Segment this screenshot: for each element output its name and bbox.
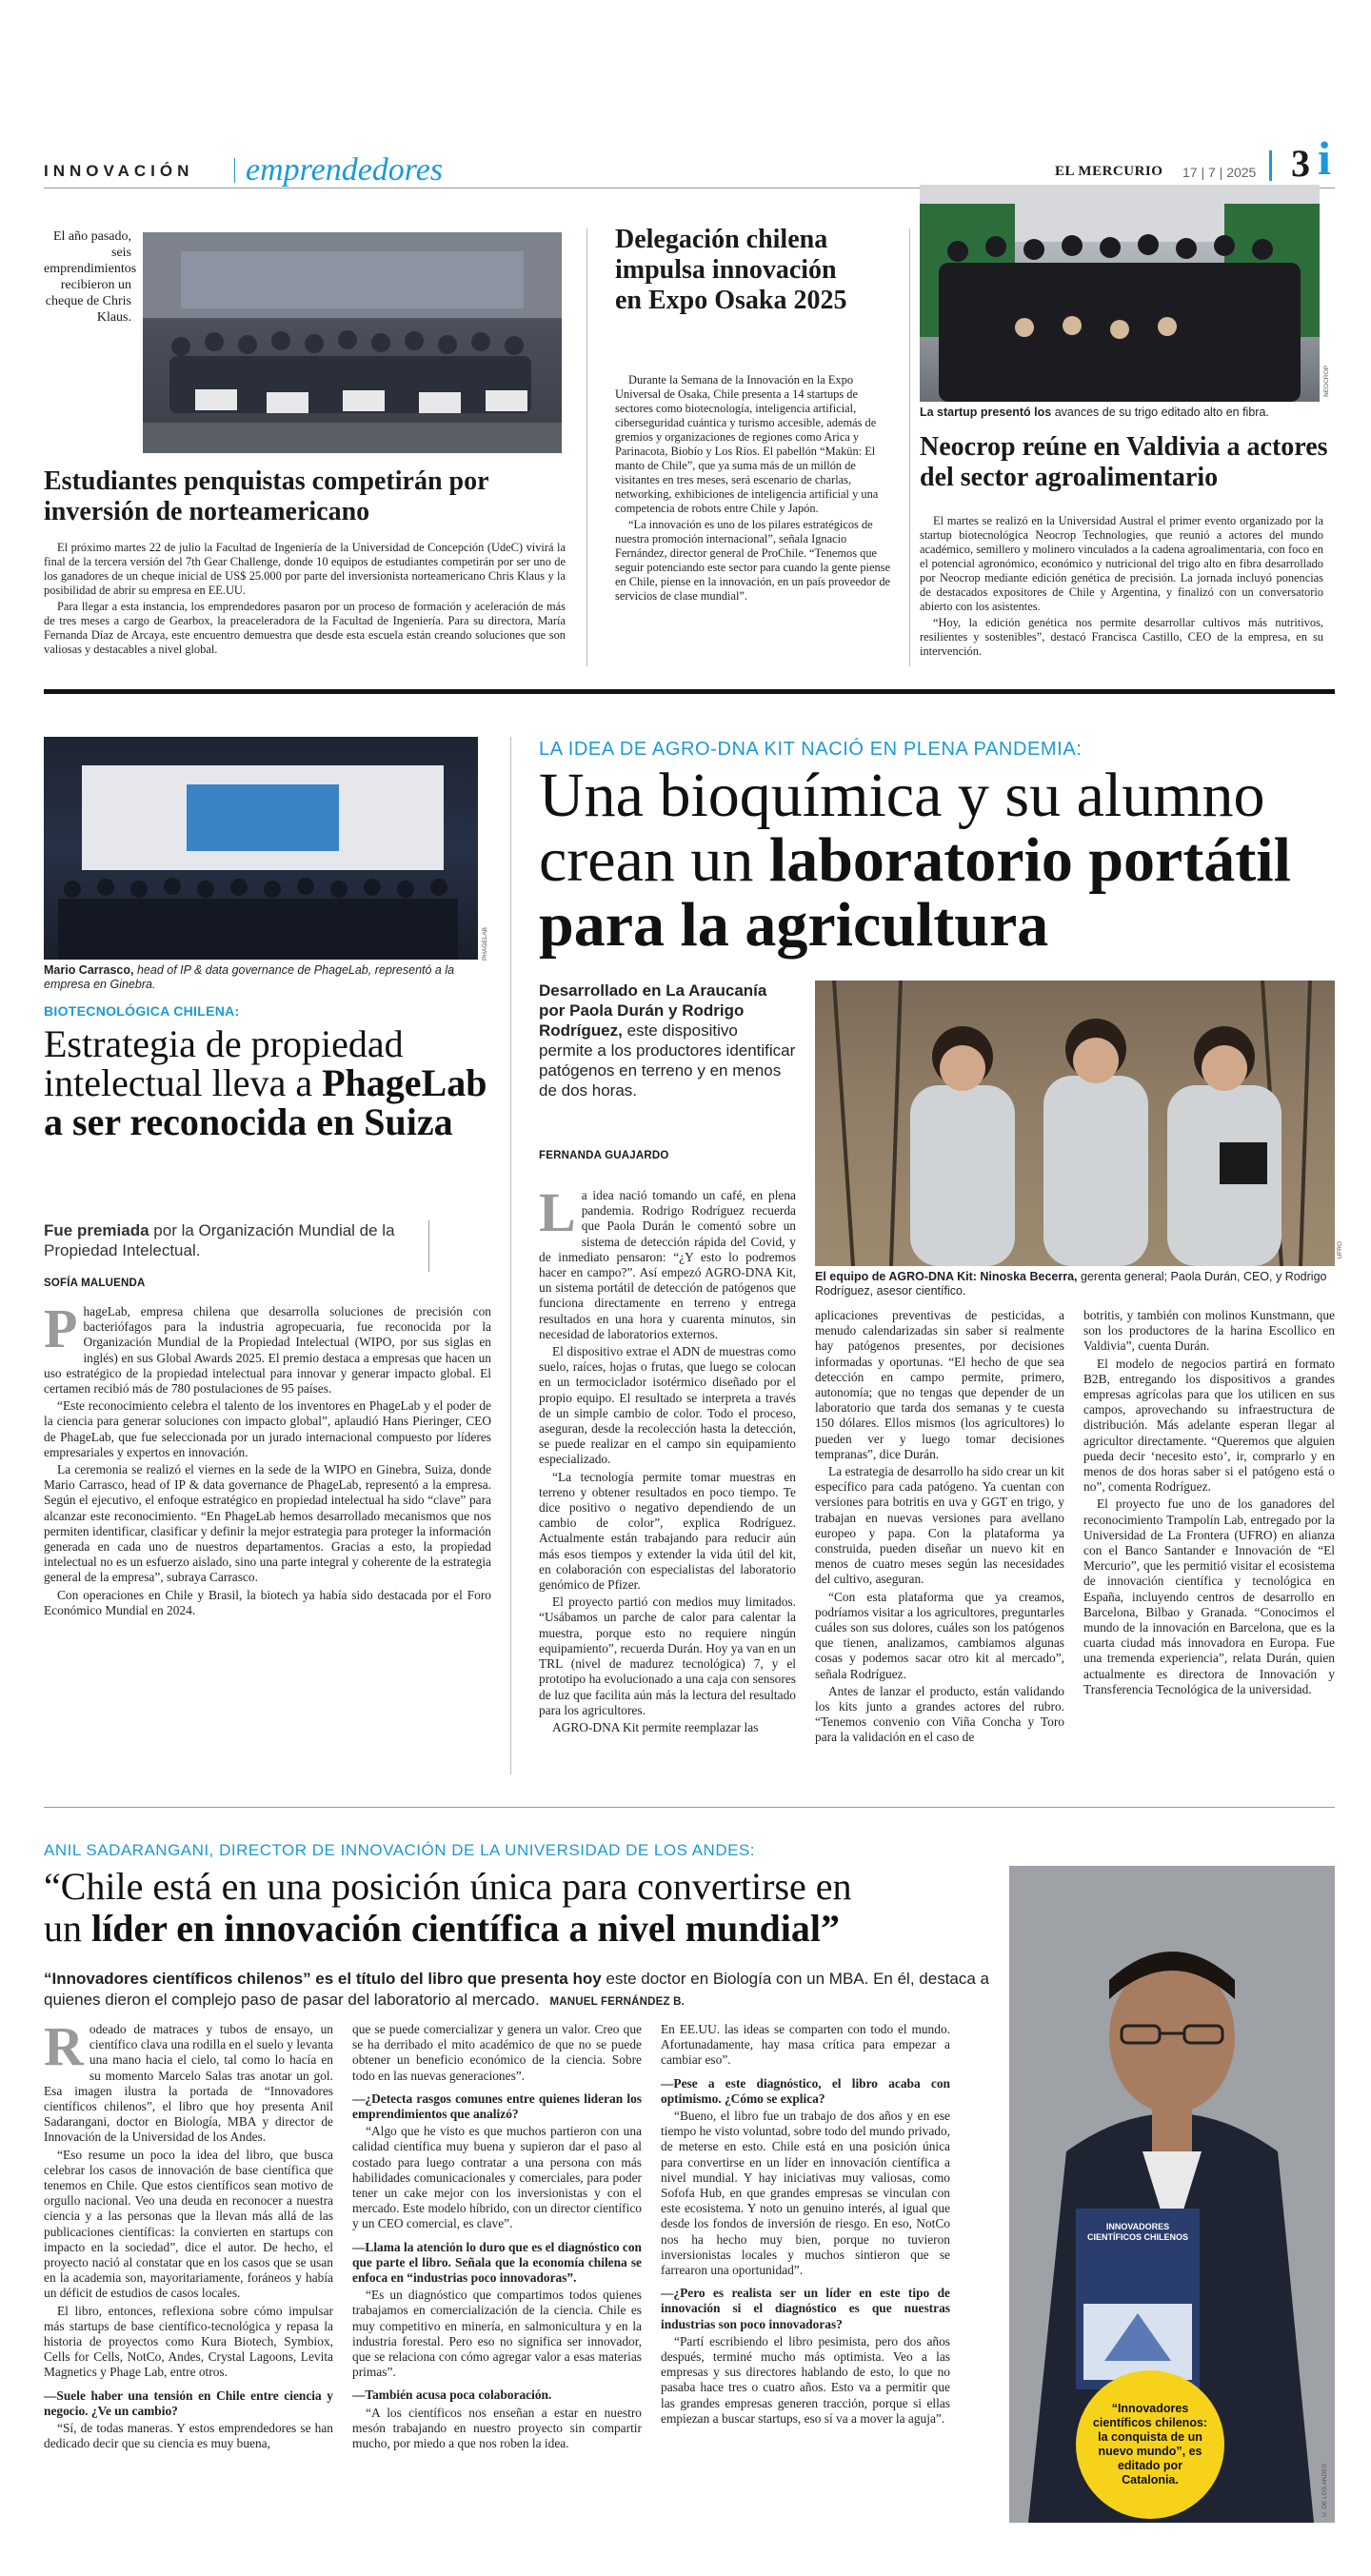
story3-paragraph-2: “Hoy, la edición genética nos permite desarrollar cultivos más nutritivos, resilientes y sostenibles”, destacó Francisca Castillo, CEO de la empresa, en su intervención. <box>920 616 1323 658</box>
story3-headline: Neocrop reúne en Valdivia a actores del sector agroalimentario <box>920 432 1328 492</box>
phagelab-headline-light: Estrategia de propiedad intelectual lleva a <box>44 1022 404 1104</box>
phagelab-photo-credit: PHAGELAB <box>482 927 488 961</box>
interview-col1-paragraph-1: odeado de matraces y tubos de ensayo, un científico clava una rodilla en el suelo y levanta una mano hacia el cielo, tal como lo hacía en su momento Marcelo Salas tras anotar un gol. Esa imagen ilustra la portada de “Innovadores científicos chilenos”, el libro que hoy presenta Anil Sadarangani, doctor en Biología, MBA y director de Innovación de la Universidad de los Andes. <box>44 2022 333 2145</box>
interview-headline-bold: líder en innovación científica a nivel mundial” <box>91 1907 840 1950</box>
story3-photo <box>920 185 1320 402</box>
story1-headline: Estudiantes penquistas competirán por inversión de norteamericano <box>44 466 489 526</box>
phagelab-caption <box>44 963 478 992</box>
agrodna-col3-paragraph-2: El modelo de negocios partirá en formato B2B, entregando los dispositivos a grandes empresas agrícolas para que los utilicen en sus campos, aprovechando su infraestructura de distribución. Más adelante esperan llegar al agricultor directamente. “Queremos que alguien pueda decir ‘necesito esto’, ir, comprarlo y en menos de dos horas saber si el patógeno está o no”, comenta Rodríguez. <box>1083 1356 1335 1495</box>
interview-headline <box>44 1866 1015 1950</box>
phagelab-caption-lead: Mario Carrasco, <box>44 963 134 977</box>
page-divider <box>1269 150 1272 181</box>
section-rule <box>44 1807 1335 1808</box>
story1-aside <box>44 228 137 326</box>
agrodna-photo <box>815 981 1335 1266</box>
story1-aside-text: El año pasado, seis emprendimientos recibieron un cheque de Chris Klaus. <box>44 229 137 325</box>
agrodna-byline: FERNANDA GUAJARDO <box>539 1150 669 1161</box>
phagelab-headline <box>44 1024 491 1141</box>
story3-paragraph-1: El martes se realizó en la Universidad Austral el primer evento organizado por la startup biotecnológica Neocrop Technologies, que reunió a actores del mundo académico, semillero y molinero vinculados a la cadena agroalimentaria, con foco en el potencial agronómico, económico y nutricional del trigo alto en fibra desarrollado por Neocrop mediante edición genética de precisión. La jornada incluyó ponencias de destacados expositores de Chile y Argentina, y finalizó con un conversatorio abierto con los asistentes. <box>920 514 1323 613</box>
interview-dropcap: R <box>44 2015 84 2077</box>
story3-caption-text: avances de su trigo editado alto en fibra. <box>1054 406 1269 419</box>
story2-headline: Delegación chilena impulsa innovación en Expo Osaka 2025 <box>615 225 847 315</box>
story3-caption-lead: La startup presentó los <box>920 406 1052 419</box>
agrodna-col2-paragraph-3: “Con esta plataforma que ya creamos, podríamos visitar a los agricultores, preguntarles cuáles son sus dolores, cuáles son los patógenos que tienen, analizamos, cambiamos algunas cosas y podemos sacar otro kit al mercado”, señala Rodríguez. <box>815 1589 1064 1681</box>
agrodna-caption <box>815 1270 1335 1298</box>
researchers-photo-illustration <box>815 981 1335 1266</box>
subsection-label: emprendedores <box>246 152 444 188</box>
interview-column-3 <box>661 2022 950 2428</box>
column-rule <box>909 228 910 666</box>
page-section-mark: i <box>1318 131 1331 185</box>
interview-kicker: ANIL SADARANGANI, DIRECTOR DE INNOVACIÓN DE LA UNIVERSIDAD DE LOS ANDES: <box>44 1841 756 1859</box>
issue-date: 17 | 7 | 2025 <box>1182 165 1257 180</box>
phagelab-caption-text: head of IP & data governance de PhageLab, representó a la empresa en Ginebra. <box>44 963 455 991</box>
agrodna-column-2 <box>815 1308 1064 1748</box>
agrodna-deck-text: este dispositivo permite a los productores identificar patógenos en terreno y en menos de dos horas. <box>539 1021 796 1100</box>
ceremony-photo-illustration <box>44 737 478 960</box>
interview-headline-light: un <box>44 1907 82 1950</box>
book-callout-bubble <box>1076 2370 1224 2519</box>
interview-headline-line1: “Chile está en una posición única para convertirse en <box>44 1865 852 1908</box>
phagelab-byline: SOFÍA MALUENDA <box>44 1278 146 1289</box>
interview-col1-paragraph-3: El libro, entonces, reflexiona sobre cómo impulsar más startups de base científico-tecnológica y repasa la historia de proyectos como Kura Biotech, Symbiox, Cells for Cells, NotCo, Andes, Crystal Lagoons, Levita Magnetics y Phage Lab, entre otros. <box>44 2303 333 2380</box>
agrodna-col2-paragraph-4: Antes de lanzar el producto, están validando los kits junto a grandes actores del rubro. “Tenemos convenio con Viña Concha y Toro para la validación en el caso de <box>815 1683 1064 1745</box>
interview-col3-question-1: —Pese a este diagnóstico, el libro acaba con optimismo. ¿Cómo se explica? <box>661 2075 950 2106</box>
agrodna-caption-text: gerenta general; Paola Durán, CEO, y Rodrigo Rodríguez, asesor científico. <box>815 1270 1327 1298</box>
paper-name: EL MERCURIO <box>1055 164 1163 179</box>
column-rule <box>586 228 587 666</box>
agrodna-headline-bold-2: para la agricultura <box>539 890 1049 960</box>
phagelab-dropcap: P <box>44 1298 78 1359</box>
phagelab-photo <box>44 737 478 960</box>
agrodna-column-3 <box>1083 1308 1335 1699</box>
interview-col2-paragraph-2: “Algo que he visto es que muchos partieron con una calidad científica muy buena y supieron dar el paso al costado para luego contratar a una persona con más habilidades comunicacionales y comerciales, para poder tener un cake mejor con los inversionistas y con el mercado. Este modelo híbrido, con un director científico y un CEO comercial, es clave”. <box>352 2124 642 2231</box>
story1-paragraph-1: El próximo martes 22 de julio la Facultad de Ingeniería de la Universidad de Concepción (UdeC) vivirá la final de la tercera versión del 7th Gear Challenge, donde 10 equipos de estudiantes competirán por ser uno de los ganadores de un cheque inicial de US$ 25.000 por parte del inversionista norteamericano Chris Klaus y la posibilidad de abrir su empresa en EE.UU. <box>44 541 566 597</box>
interview-col2-paragraph-4: “A los científicos nos enseñan a estar en nuestro mesón trabajando en nuestro proyecto sin compartir mucho, por miedo a que nos roben la idea. <box>352 2405 642 2451</box>
agrodna-col2-paragraph-2: La estrategia de desarrollo ha sido crear un kit específico para cada patógeno. Ya cuentan con versiones para botritis en uva y GGT en trigo, y trabajan en nuevas versiones para avellano europeo y papa. Con la plataforma ya construida, pueden diseñar un nuevo kit en menos de cuatro meses según las necesidades del cultivo, aseguran. <box>815 1464 1064 1587</box>
interview-headline-line2 <box>44 1908 1015 1950</box>
page-number: 3 <box>1291 142 1310 185</box>
section-divider <box>234 158 235 183</box>
students-photo-illustration <box>143 232 562 453</box>
interview-photo-credit: U. DE LOS ANDES <box>1321 2464 1328 2517</box>
interview-col3-question-2: —¿Pero es realista ser un líder en este tipo de innovación si el diagnóstico es que nuestras industrias son poco innovadoras? <box>661 2286 950 2331</box>
column-rule <box>510 737 511 1774</box>
interview-column-2 <box>352 2022 642 2453</box>
story1-photo <box>143 232 562 453</box>
interview-column-1 <box>44 2015 333 2453</box>
section-label: INNOVACIÓN <box>44 162 194 180</box>
interview-col2-paragraph-3: “Es un diagnóstico que compartimos todos quienes trabajamos en comercialización de la ciencia. Chile es muy competitivo en minería, en salmonicultura y en la industria forestal. Pero eso no significa ser innovador, que se relaciona con cómo agregar valor a esas materias primas”. <box>352 2288 642 2380</box>
agrodna-col1-paragraph-3: “La tecnología permite tomar muestras en terreno y obtener resultados en poco tiempo. Te dice positivo o negativo dependiendo de un cambio de color”, explica Rodríguez. Actualmente están trabajando para reducir aún más esos tiempos y extender la vida útil del kit, en colaboración con especialistas del laboratorio genómico de Pfizer. <box>539 1469 796 1593</box>
story2-body <box>615 373 891 605</box>
book-callout-text: “Innovadores científicos chilenos: la conquista de un nuevo mundo”, es editado por Catalonia. <box>1092 2402 1208 2487</box>
phagelab-paragraph-3: La ceremonia se realizó el viernes en la sede de la WIPO en Ginebra, Suiza, donde Mario Carrasco, head of IP & data governance de PhageLab, representó a la empresa. Según el ejecutivo, el enfoque estratégico en propiedad intelectual ha sido “clave” para alcanzar este reconocimiento. “En PhageLab hemos desarrollado mecanismos que nos permiten identificar, clasificar y definir la mejor estrategia para proteger la información generada en cada uno de nuestros departamentos. Gracias a esto, la propiedad intelectual no es un esfuerzo aislado, sino una parte integral y coherente de la estrategia general de la empresa”, subraya Carrasco. <box>44 1462 491 1585</box>
interview-col2-question-3: —También acusa poca colaboración. <box>352 2388 552 2403</box>
agrodna-caption-lead: El equipo de AGRO-DNA Kit: Ninoska Becerra, <box>815 1270 1078 1283</box>
interview-col1-question-1: —Suele haber una tensión en Chile entre ciencia y negocio. ¿Ve un cambio? <box>44 2388 333 2418</box>
interview-deck-text: este doctor en Biología con un MBA. En él, destaca a quienes dieron el complejo paso de pasar del laboratorio al mercado. <box>44 1970 990 2009</box>
book-cover-title: INNOVADORES CIENTÍFICOS CHILENOS <box>1086 2222 1188 2242</box>
agrodna-col1-paragraph-5: AGRO-DNA Kit permite reemplazar las <box>552 1719 759 1734</box>
story3-photo-credit: NEOCROP <box>1323 366 1330 397</box>
agrodna-col1-paragraph-2: El dispositivo extrae el ADN de muestras como suelo, raíces, hojas o frutas, que luego se colocan en un termociclador isotérmico diseñado por el propio equipo. El resultado se interpreta a través de un simple cambio de color. Todo el proceso, aseguran, desde la recolección hasta la detección, se puede realizar en el campo sin equipamiento especializado. <box>539 1344 796 1467</box>
interview-col2-question-2: —Llama la atención lo duro que es el diagnóstico con que parte el libro. Señala que la economía chilena se enfoca en “industrias poco innovadoras”. <box>352 2239 642 2286</box>
story2-paragraph-2: “La innovación es uno de los pilares estratégicos de nuestra promoción internacional”, señala Ignacio Fernández, director general de ProChile. “Tenemos que seguir potenciando este sector para cuando la gente piense en Chile, piense en la innovación, en un país proveedor de servicios de clase mundial”. <box>615 518 891 603</box>
agrodna-kicker: LA IDEA DE AGRO-DNA KIT NACIÓ EN PLENA PANDEMIA: <box>539 739 1083 760</box>
agrodna-photo-credit: UFRO <box>1337 1241 1343 1259</box>
phagelab-paragraph-4: Con operaciones en Chile y Brasil, la biotech ya había sido destacada por el Foro Económico Mundial en 2024. <box>44 1587 491 1617</box>
interview-col2-question-1: —¿Detecta rasgos comunes entre quienes lideran los emprendimientos que analizó? <box>352 2091 642 2122</box>
agrodna-column-1 <box>539 1181 796 1737</box>
story2-paragraph-1: Durante la Semana de la Innovación en la Expo Universal de Osaka, Chile presenta a 14 startups de sectores como biotecnología, inteligencia artificial, ciberseguridad cuántica y turismo accesible, además de gremios y organizaciones de regiones como Arica y Parinacota, Biobío y Los Ríos. El pabellón “Makün: El manto de Chile”, que ya suma más de un millón de visitantes en tres meses, será escenario de charlas, networking, exhibiciones de inteligencia artificial y una competencia de robots entre Chile y Japón. <box>615 373 879 515</box>
interview-byline: MANUEL FERNÁNDEZ B. <box>549 1996 686 2008</box>
phagelab-deck-lead: Fue premiada <box>44 1221 149 1239</box>
interview-col3-paragraph-3: “Partí escribiendo el libro pesimista, pero dos años después, terminé mucho más optimista. Veo a las empresas y sus directores hablando de esto, lo que no pasaba hace tres o cuatro años. Esto va a permitir que las grandes empresas generen tracción, porque si ellas empiezan a buscar startups, eso sí va a mover la aguja”. <box>661 2333 950 2426</box>
agrodna-col2-paragraph-1: aplicaciones preventivas de pesticidas, a menudo calendarizadas sin saber si realmente hay patógenos presentes, por decisiones informadas y oportunas. “El hecho de que sea detección en campo permite, primero, autonomía; que no tengas que depender de un laboratorio que tarda dos semanas y te cuesta 150 dólares. Ellos mismos (los agricultores) lo pueden ver y luego tomar decisiones tempranas”, dice Durán. <box>815 1308 1064 1461</box>
interview-col2-paragraph-1: que se puede comercializar y genera un valor. Creo que se ha derribado el mito académico de que no se puede obtener un beneficio económico de la ciencia. Sobre todo en las nuevas generaciones”. <box>352 2022 642 2083</box>
interview-col1-paragraph-2: “Eso resume un poco la idea del libro, que busca celebrar los casos de innovación de base científica que tenemos en Chile. Que estos científicos sean motivo de orgullo nacional. Veo una deuda en reconocer a nuestra ciencia y a las personas que la llevan más allá de las publicaciones científicas: la convierten en startups con impacto en la sociedad”, dice el autor. De hecho, el proyecto nació al constatar que en los casos que se usan en la academia son, mayoritariamente, foráneos y había un déficit de estudios de casos locales. <box>44 2147 333 2301</box>
agrodna-deck-lead: Desarrollado en La Araucanía por Paola Durán y Rodrigo Rodríguez, <box>539 981 767 1040</box>
agrodna-col1-paragraph-1: a idea nació tomando un café, en plena pandemia. Rodrigo Rodríguez recuerda que Paola Durán le comentó sobre un sistema de detección rápida del Covid, y de inmediato pensaron: “¿Y esto lo podremos hacer en campo?”. Así empezó AGRO-DNA Kit, un sistema portátil de detección de patógenos que funciona directamente en terreno y entrega resultados en una hora y cuarenta minutos, sin necesidad de laboratorios externos. <box>539 1188 796 1341</box>
interview-deck <box>44 1969 1005 2012</box>
agrodna-headline-bold-1: laboratorio portátil <box>768 825 1291 895</box>
agrodna-dropcap: L <box>539 1181 576 1243</box>
agrodna-col1-paragraph-4: El proyecto partió con medios muy limitados. “Usábamos un parche de calor para calentar la muestra, porque esto no requiere ningún equipamiento”, recuerda Durán. Hoy ya van en un TRL (nivel de madurez tecnológica) 7, y el prototipo ha evolucionado a una caja con sensores de luz que facilita aún más la lectura del resultado para los agricultores. <box>539 1595 796 1717</box>
story3-body <box>920 514 1323 661</box>
agrodna-col3-paragraph-3: El proyecto fue uno de los ganadores del reconocimiento Trampolín Lab, entregado por la Universidad de La Frontera (UFRO) en alianza con el Banco Santander e Innovación de “El Mercurio”, que les permitió visitar el ecosistema de innovación científica y tecnológica en España, incluyendo centros de desarrollo en Barcelona, Bilbao y Granada. “Conocimos el mundo de la innovación en Barcelona, que es la cuarta ciudad más innovadora en Europa. Fue una tremenda experiencia”, relata Durán, quien actualmente es directora de Innovación y Transferencia Tecnológica de la universidad. <box>1083 1496 1335 1696</box>
phagelab-headline-bold: PhageLab a ser reconocida en Suiza <box>44 1061 487 1143</box>
story1-body <box>44 541 566 659</box>
agrodna-col3-paragraph-1: botritis, y también con molinos Kunstmann, que son los productores de la harina Escollico en Valdivia”, cuenta Durán. <box>1083 1308 1335 1354</box>
phagelab-deck <box>44 1220 415 1260</box>
neocrop-group-illustration <box>920 185 1320 402</box>
phagelab-kicker: BIOTECNOLÓGICA CHILENA: <box>44 1003 240 1019</box>
phagelab-paragraph-1: hageLab, empresa chilena que desarrolla soluciones de precisión con bacteriófagos para la industria agropecuaria, fue reconocida por la Organización Mundial de la Propiedad Intelectual (WIPO, por sus siglas en inglés) en sus Global Awards 2025. El premio destaca a empresas que hacen un uso estratégico de la propiedad intelectual para innovar y generar impacto global. El certamen recibió más de 780 postulaciones de 95 países. <box>44 1304 491 1397</box>
interview-col1-paragraph-4: “Sí, de todas maneras. Y estos emprendedores se han dedicado decir que su ciencia es muy buena, <box>44 2421 333 2451</box>
phagelab-deck-text: por la Organización Mundial de la Propiedad Intelectual. <box>44 1221 395 1259</box>
agrodna-headline-light: Una bioquímica y su alumno crean un <box>539 761 1265 895</box>
story1-paragraph-2: Para llegar a esta instancia, los emprendedores pasaron por un proceso de formación y aceleración de más de tres meses a cargo de Gearbox, la preaceleradora de la Facultad de Ingeniería. Para su directora, María Fernanda Díaz de Arcaya, este encuentro demuestra que desde esta escuela están creando soluciones que son valiosas y destacables a nivel global. <box>44 600 566 656</box>
interview-col3-paragraph-1: En EE.UU. las ideas se comparten con todo el mundo. Afortunadamente, hay masa crítica para empezar a cambiar eso”. <box>661 2022 950 2068</box>
agrodna-headline <box>539 763 1335 958</box>
phagelab-body <box>44 1298 491 1620</box>
story3-caption <box>920 406 1320 420</box>
interview-deck-lead: “Innovadores científicos chilenos” es el título del libro que presenta hoy <box>44 1970 602 1988</box>
interview-col3-paragraph-2: “Bueno, el libro fue un trabajo de dos años y en ese tiempo he visto voluntad, sobre todo del mundo privado, de meterse en esto. Chile está en una posición única para convertirse en un líder en innovación científica a nivel mundial. Y hay iniciativas muy valiosas, como Sofofa Hub, en que grandes empresas se vinculan con este ecosistema. Y noto un genuino interés, al igual que desde los fondos de inversión de riesgo. En eso, NotCo nos ha hecho muy bien, porque no tuvieron inversionistas locales y muchos sintieron que se farrearon una oportunidad”. <box>661 2109 950 2278</box>
phagelab-paragraph-2: “Este reconocimiento celebra el talento de los inventores en PhageLab y el poder de la ciencia para generar soluciones con impacto global”, aplaudió Hans Pieringer, CEO de PhageLab, que fue seleccionada por un jurado internacional compuesto por líderes empresariales y expertos en innovación. <box>44 1398 491 1459</box>
phagelab-deck-rule <box>428 1220 429 1272</box>
section-thick-rule <box>44 689 1335 694</box>
agrodna-deck <box>539 981 796 1100</box>
